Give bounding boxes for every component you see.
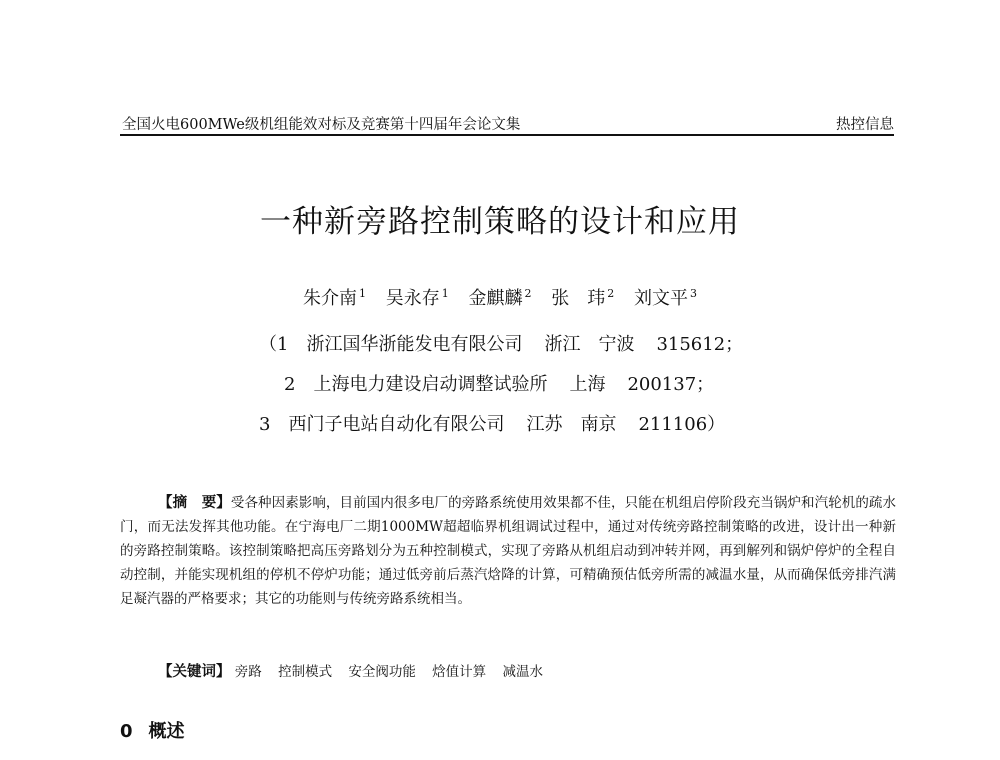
author xyxy=(386,288,449,309)
running-header-section: 热控信息 xyxy=(836,117,894,133)
header-divider xyxy=(120,134,894,136)
keywords-label: 【关键词】 xyxy=(158,664,231,680)
section-number: 0 xyxy=(120,721,133,742)
author-name: 张 玮 xyxy=(551,288,606,309)
abstract-label: 【摘 要】 xyxy=(158,495,231,511)
keyword: 焓值计算 xyxy=(432,664,487,680)
author xyxy=(469,288,532,309)
author-list xyxy=(0,284,1000,310)
section-title: 概述 xyxy=(148,721,185,742)
affiliation-place: 上海 xyxy=(569,374,606,395)
author xyxy=(634,288,697,309)
author-name: 金麒麟 xyxy=(468,288,523,309)
affiliation-place: 江苏 南京 xyxy=(526,414,617,435)
author xyxy=(303,288,366,309)
author-affiliation-mark: 1 xyxy=(359,287,367,300)
author-affiliation-mark: 2 xyxy=(607,287,615,300)
author xyxy=(551,288,614,309)
affiliation-line xyxy=(284,370,714,396)
affiliation-place: 浙江 宁波 xyxy=(544,334,635,355)
author-affiliation-mark: 3 xyxy=(689,287,697,300)
affiliation-line xyxy=(259,410,725,436)
paper-title: 一种新旁路控制策略的设计和应用 xyxy=(260,204,740,240)
keyword: 旁路 xyxy=(234,664,262,680)
keywords xyxy=(158,660,555,681)
keyword: 控制模式 xyxy=(278,664,333,680)
affiliation-org: 2 上海电力建设启动调整试验所 xyxy=(284,374,548,395)
affiliation-postcode: 200137； xyxy=(627,374,715,395)
author-name: 朱介南 xyxy=(303,288,358,309)
author-name: 吴永存 xyxy=(385,288,440,309)
keyword: 安全阀功能 xyxy=(348,664,416,680)
running-header-journal: 全国火电600MWe级机组能效对标及竞赛第十四届年会论文集 xyxy=(122,117,521,133)
author-affiliation-mark: 1 xyxy=(441,287,449,300)
affiliation-postcode: 315612； xyxy=(656,334,744,355)
keyword: 减温水 xyxy=(502,664,543,680)
affiliation-org: （1 浙江国华浙能发电有限公司 xyxy=(259,334,523,355)
affiliation-postcode: 211106） xyxy=(638,414,726,435)
affiliation-org: 3 西门子电站自动化有限公司 xyxy=(259,414,505,435)
author-affiliation-mark: 2 xyxy=(524,287,532,300)
affiliation-line xyxy=(259,330,743,356)
abstract xyxy=(120,491,896,611)
abstract-text: 受各种因素影响，目前国内很多电厂的旁路系统使用效果都不佳，只能在机组启停阶段充当锅炉和汽轮机的疏水门，而无法发挥其他功能。在宁海电厂二期1000MW超超临界机组调试过程中，通过对传统旁路控制策略的改进，设计出一种新的旁路控制策略。该控制策略把高压旁路划分为五种控制模式，实现了旁路从机组启动到冲转并网，再到解列和锅炉停炉的全程自动控制，并能实现机组的停机不停炉功能；通过低旁前后蒸汽焓降的计算，可精确预估低旁所需的减温水量，从而确保低旁排汽满足凝汽器的严格要求；其它的功能则与传统旁路系统相当。 xyxy=(120,495,897,607)
author-name: 刘文平 xyxy=(633,288,688,309)
section-heading xyxy=(120,717,185,743)
